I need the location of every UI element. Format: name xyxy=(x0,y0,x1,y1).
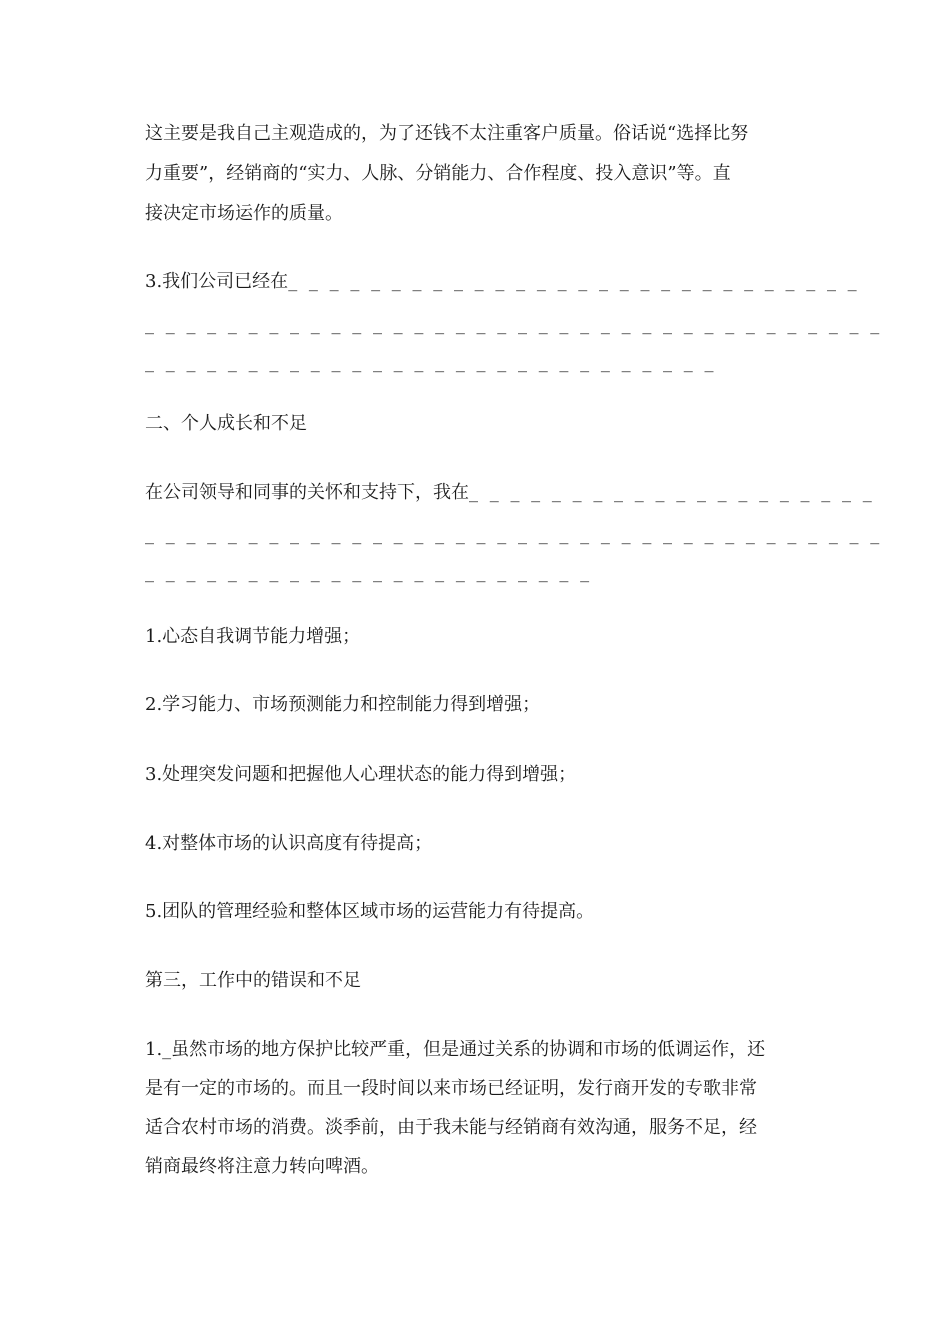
blank-underline: _ _ _ _ _ _ _ _ _ _ _ _ _ _ _ _ _ _ _ _ _ _ _ _ _ _ _ _ _ _ _ _ _ _ _ _ xyxy=(145,524,883,545)
paragraph-line: 1._虽然市场的地方保护比较严重，但是通过关系的协调和市场的低调运作，还 xyxy=(145,1039,766,1060)
section-heading: 第三，工作中的错误和不足 xyxy=(145,970,361,991)
paragraph-line: 力重要”，经销商的“实力、人脉、分销能力、合作程度、投入意识”等。直 xyxy=(145,163,731,184)
fill-in-line xyxy=(145,481,875,505)
list-item: 4.对整体市场的认识高度有待提高； xyxy=(145,833,433,854)
paragraph-line: 是有一定的市场的。而且一段时间以来市场已经证明，发行商开发的专歌非常 xyxy=(145,1078,757,1099)
list-item: 5.团队的管理经验和整体区域市场的运营能力有待提高。 xyxy=(145,901,595,922)
blank-underline: _ _ _ _ _ _ _ _ _ _ _ _ _ _ _ _ _ _ _ _ _ _ xyxy=(145,562,593,583)
list-item: 3.处理突发问题和把握他人心理状态的能力得到增强； xyxy=(145,764,577,785)
intro-lead-text: 在公司领导和同事的关怀和支持下，我在 xyxy=(145,482,469,503)
paragraph-line: 这主要是我自己主观造成的，为了还钱不太注重客户质量。俗话说“选择比努 xyxy=(145,123,749,144)
blank-underline: _ _ _ _ _ _ _ _ _ _ _ _ _ _ _ _ _ _ _ _ _ _ _ _ _ _ _ _ _ _ _ _ _ _ _ _ xyxy=(145,314,883,335)
paragraph-line: 销商最终将注意力转向啤酒。 xyxy=(145,1156,379,1177)
paragraph-line: 接决定市场运作的质量。 xyxy=(145,203,343,224)
list-item: 1.心态自我调节能力增强； xyxy=(145,626,361,647)
blank-underline: _ _ _ _ _ _ _ _ _ _ _ _ _ _ _ _ _ _ _ _ xyxy=(469,482,875,503)
blank-underline: _ _ _ _ _ _ _ _ _ _ _ _ _ _ _ _ _ _ _ _ _ _ _ _ _ _ _ _ xyxy=(145,352,717,373)
blank-underline: _ _ _ _ _ _ _ _ _ _ _ _ _ _ _ _ _ _ _ _ _ _ _ _ _ _ _ _ xyxy=(288,271,860,292)
list-item: 2.学习能力、市场预测能力和控制能力得到增强； xyxy=(145,694,541,715)
paragraph-line: 适合农村市场的消费。淡季前，由于我未能与经销商有效沟通，服务不足，经 xyxy=(145,1117,757,1138)
fill-in-line xyxy=(145,270,860,294)
section-heading: 二、个人成长和不足 xyxy=(145,413,307,434)
item-lead-text: 3.我们公司已经在 xyxy=(145,271,289,292)
